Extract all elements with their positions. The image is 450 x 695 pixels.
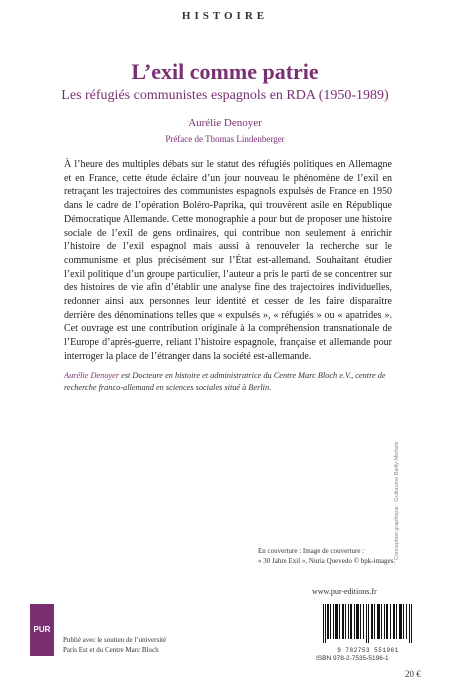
author-bio [64, 370, 400, 394]
blurb-text: À l’heure des multiples débats sur le statut des réfugiés politiques en Allemagne et en France, cette étude éclaire d’un jour nouveau le phénomène de l’exil en retraçant les trajectoires des communistes espagnols expulsés de France en 1950 dans le cadre de l’opération Boléro-Paprika, qui trouvèrent asile en République Démocratique Allemande. Cette monographie a pour but de proposer une histoire sociale de l’exil de gens ordinaires, qui contribue non seulement à enrichir l’histoire de l’exil espagnol mais aussi à renouveler la recherche sur le communisme et plus précisément sur l’État est-allemand. Souhaitant étudier l’exil politique d’un groupe particulier, l’auteur a pris le parti de se concentrer sur des histoires de vie afin d’établir une analyse fine des trajectoires individuelles, redonner ainsi aux personnes leur identité et cesser de les faire disparaître derrière des dénominations telles que « expulsés », « réfugiés » ou « apatrides ». Cet ouvrage est une contribution originale à la compréhension transnationale de l’Europe d’après-guerre, reliant l’histoire espagnole, française et allemande pour interroger la place de l’étranger dans la société est-allemande. [64, 159, 392, 362]
book-title: L’exil comme patrie [131, 59, 319, 84]
author-name: Aurélie Denoyer [188, 117, 262, 129]
support-line1: Publié avec le soutien de l’université [63, 636, 167, 644]
support-line2: Paris Est et du Centre Marc Bloch [63, 646, 159, 654]
bio-text: est Docteure en histoire et administratrice du Centre Marc Bloch e.V., centre de recherche franco-allemand en sciences sociales situé à Berlin. [64, 371, 386, 392]
cover-credit-line1: En couverture : Image de couverture : [258, 547, 365, 555]
design-credit: Conception graphique : Guillaume Bailly-Michels [394, 441, 400, 560]
price: 20 € [405, 669, 421, 679]
bio-author-name: Aurélie Denoyer [64, 371, 120, 380]
isbn: ISBN 978-2-7535-5196-1 [316, 655, 389, 662]
barcode-number: 9 782753 551961 [337, 647, 399, 654]
cover-credit [258, 546, 408, 566]
support-text [63, 635, 233, 655]
publisher-website[interactable]: www.pur-editions.fr [312, 587, 377, 596]
cover-credit-line2: « 30 Jahre Exil », Nuria Quevedo © bpk-images. [258, 557, 396, 565]
barcode-icon [321, 604, 417, 643]
book-subtitle: Les réfugiés communistes espagnols en RDA (1950-1989) [61, 88, 389, 103]
preface-credit: Préface de Thomas Lindenberger [165, 134, 285, 144]
series-label: HISTOIRE [181, 10, 269, 22]
pur-logo: PUR [30, 604, 54, 656]
